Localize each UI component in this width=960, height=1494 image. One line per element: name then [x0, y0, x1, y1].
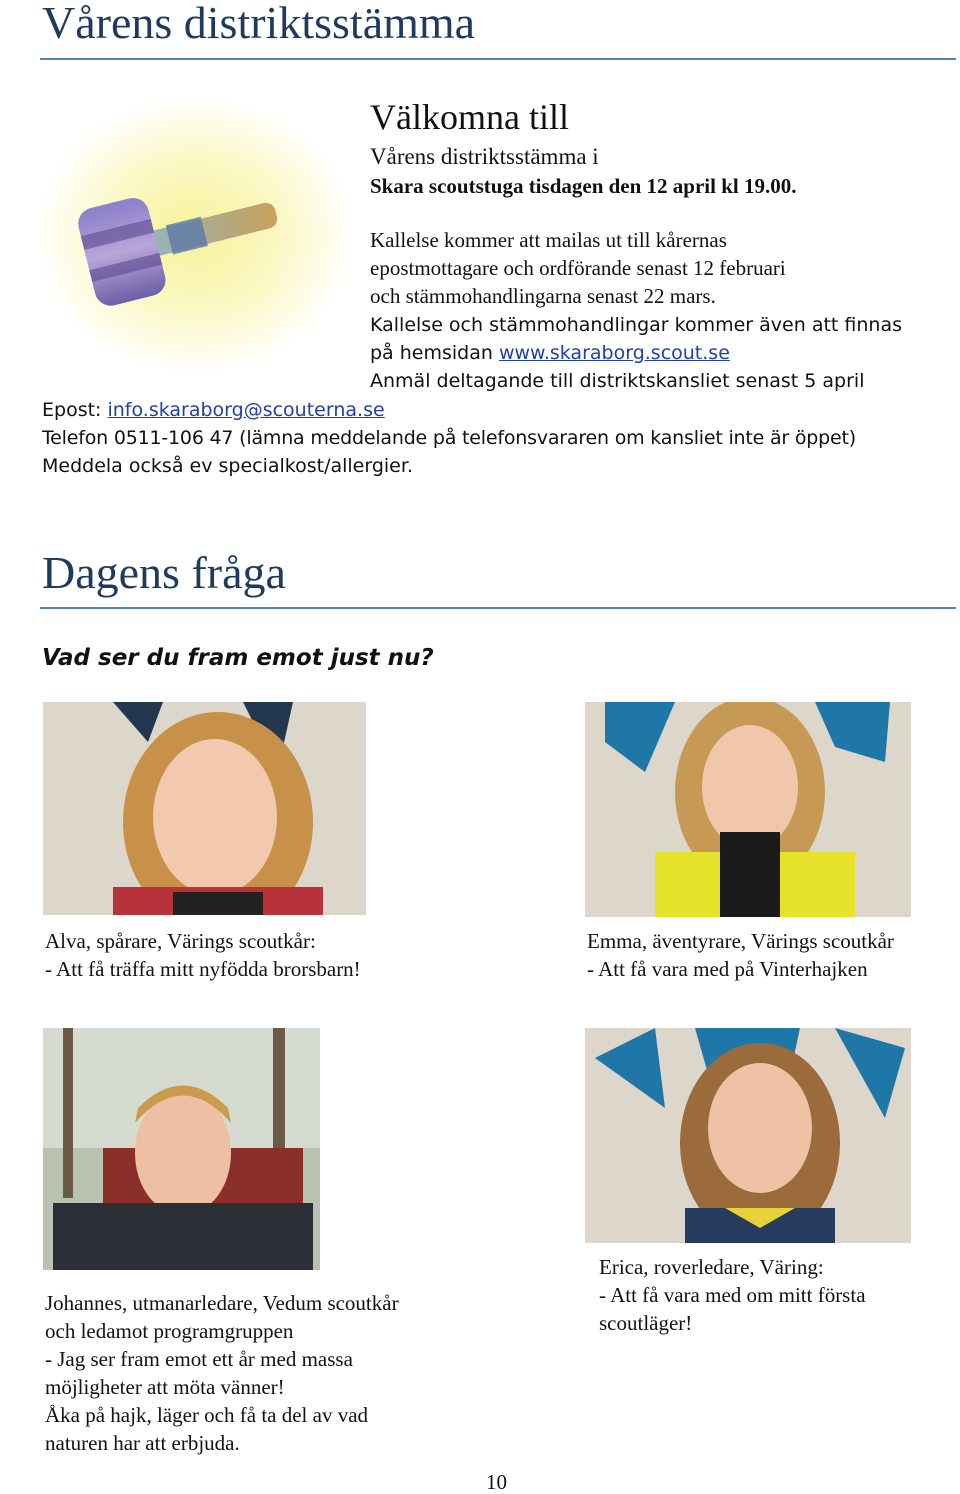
section-heading-fraga: Dagens fråga: [42, 547, 286, 598]
meeting-time: Skara scoutstuga tisdagen den 12 april kl 19.00.: [370, 174, 797, 198]
caption-erica-name: Erica, roverledare, Väring:: [599, 1255, 824, 1279]
welcome-subtitle: Vårens distriktsstämma i: [370, 144, 599, 169]
caption-johannes-answer-4: naturen har att erbjuda.: [45, 1431, 240, 1455]
welcome-heading: Välkomna till: [370, 97, 569, 137]
phone-text: Telefon 0511-106 47 (lämna meddelande på telefonsvararen om kansliet inte är öppet): [42, 427, 856, 449]
caption-emma-name: Emma, äventyrare, Värings scoutkår: [587, 929, 894, 953]
page-number: 10: [486, 1470, 507, 1494]
caption-johannes-role: och ledamot programgruppen: [45, 1319, 294, 1343]
email-line: [42, 396, 385, 424]
photo-alva: [43, 702, 366, 915]
caption-erica-answer-2: scoutläger!: [599, 1311, 693, 1335]
caption-johannes-answer-1: - Jag ser fram emot ett år med massa: [45, 1347, 353, 1371]
invite-text-2: epostmottagare och ordförande senast 12 februari: [370, 256, 786, 280]
diet-text: Meddela också ev specialkost/allergier.: [42, 455, 413, 477]
caption-erica-answer-1: - Att få vara med om mitt första: [599, 1283, 866, 1307]
caption-alva-answer: - Att få träffa mitt nyfödda brorsbarn!: [45, 957, 361, 981]
register-text: Anmäl deltagande till distriktskansliet senast 5 april: [370, 370, 865, 392]
invite-text-1: Kallelse kommer att mailas ut till kårernas: [370, 228, 727, 252]
photo-johannes: [43, 1028, 320, 1270]
heading-rule-2: [40, 607, 956, 609]
caption-johannes-name: Johannes, utmanarledare, Vedum scoutkår: [45, 1291, 399, 1315]
invite-text-3: och stämmohandlingarna senast 22 mars.: [370, 284, 716, 308]
homepage-label: på hemsidan: [370, 342, 499, 364]
email-label: Epost:: [42, 399, 108, 421]
homepage-line: [370, 339, 730, 367]
homepage-link[interactable]: www.skaraborg.scout.se: [498, 342, 730, 364]
photo-erica: [585, 1028, 911, 1243]
caption-johannes-answer-2: möjligheter att möta vänner!: [45, 1375, 285, 1399]
caption-johannes-answer-3: Åka på hajk, läger och få ta del av vad: [45, 1403, 369, 1427]
invite-text-4: Kallelse och stämmohandlingar kommer även att finnas: [370, 314, 902, 336]
caption-alva-name: Alva, spårare, Värings scoutkår:: [45, 929, 316, 953]
section-heading-stamma: Vårens distriktsstämma: [42, 0, 476, 48]
photo-emma: [585, 702, 911, 917]
caption-emma-answer: - Att få vara med på Vinterhajken: [587, 957, 868, 981]
email-link[interactable]: info.skaraborg@scouterna.se: [107, 399, 385, 421]
heading-rule: [40, 58, 956, 60]
gavel-image: [30, 90, 360, 380]
question-text: Vad ser du fram emot just nu?: [42, 645, 434, 671]
